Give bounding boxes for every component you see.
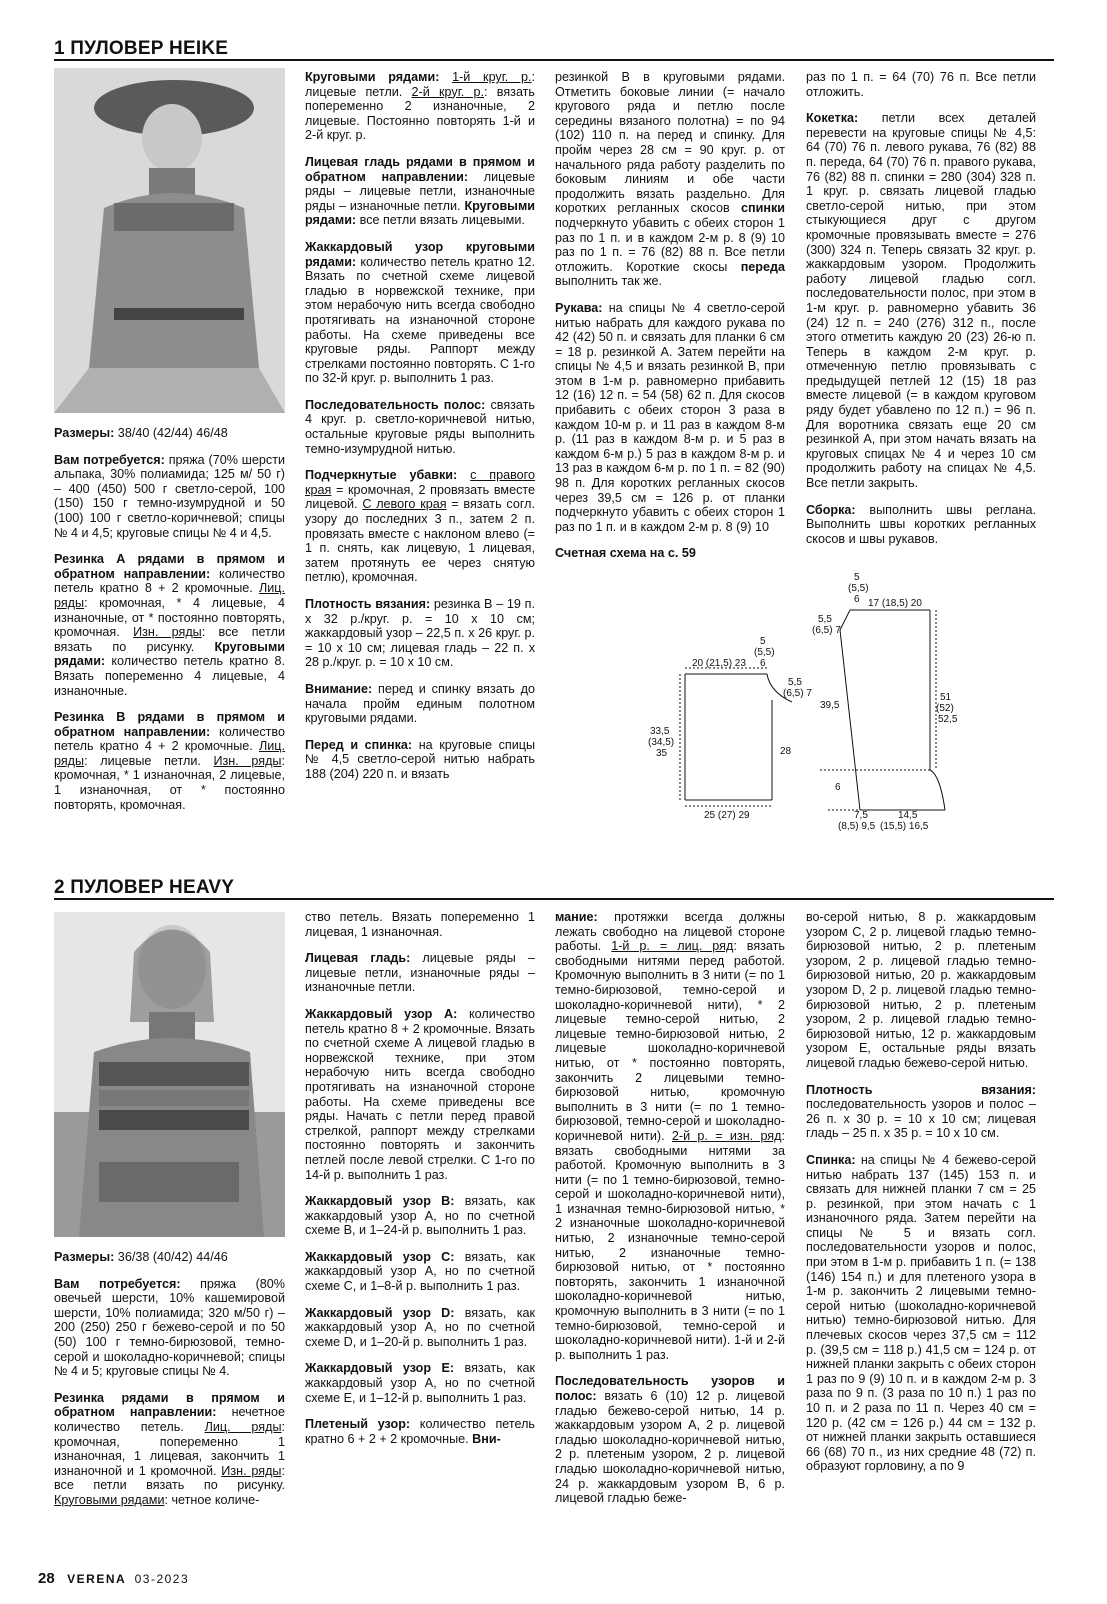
body-top-dim: 20 (21,5) 23	[692, 658, 746, 669]
section-1-column-4: раз по 1 п. = 64 (70) 76 п. Все петли отложить. Кокетка: петли всех деталей перевести на круговые спицы № 4,5: 64 (70) 76 п. левого рукава, 76 (82) 88 п. переда, 64 (70) 76 п. правого рукава, 76 (82) 88 п. спинки = 280 (304) 328 п. 1 круг. р. связать лицевой гладью светло-серой нитью, при этом стыкующиеся друг с другом кромочные провязывать вместе = 276 (300) 324 п. Теперь связать 32 круг. р. жаккардовым узором. Продолжить работу лицевой гладью согл. последовательности полос, при этом в 1-м круг. р. равномерно убавить 36 (24) 12 п. = 240 (276) 312 п., после этого отметить каждую 20 (23) 26-ю п. Теперь в каждом 2-м круг. р. отмеченную петлю провязывать с предыдущей петлей 12 (15) 18 раз вместе лицевой (= в каждом круговом ряду будет убавлено по 12 п.) = 96 п. Для воротника связать еще 20 см резинкой А, при этом начать вязать на круговых спицах № 4 и через 10 см продолжить работу на спицах № 4,5. Все петли закрыть. Сборка: выполнить швы реглана. Выполнить швы коротких регланных скосов и швы рукавов.	[806, 70, 1036, 546]
svg-text:14,5: 14,5	[898, 810, 918, 821]
page-number: 28	[38, 1570, 55, 1587]
section-2-column-1: Размеры: 36/38 (40/42) 44/46 Вам потребуется: пряжа (80% овечьей шерсти, 10% кашемировой шерсти, 10% полиамида; 320 м/50 г) – 200 (250) 250 г бежево-серой и по 50 (50) 100 г темно-бирюзовой, темно-серой и шоколадно-коричневой; спицы № 4 и 5; круговые спицы № 4. Резинка рядами в прямом и обратном направлении: нечетное количество петель. Лиц. ряды: кромочная, попеременно 1 изнаночная, 1 лицевая, закончить 1 изнаночной и 1 кромочной. Изн. ряды: все петли вязать по рисунку. Круговыми рядами: четное количе-	[54, 1250, 285, 1507]
svg-text:(5,5): (5,5)	[754, 647, 775, 658]
section-2-title: 2 ПУЛОВЕР HEAVY	[54, 877, 235, 898]
chart-reference: Счетная схема на с. 59	[555, 546, 696, 561]
section-1-rule	[54, 59, 1054, 61]
svg-text:5: 5	[760, 636, 766, 647]
section-1-title: 1 ПУЛОВЕР HEIKE	[54, 38, 229, 59]
svg-text:28: 28	[780, 746, 792, 757]
svg-text:(8,5) 9,5: (8,5) 9,5	[838, 821, 876, 832]
svg-text:35: 35	[656, 748, 668, 759]
svg-text:7,5: 7,5	[854, 810, 868, 821]
section-1-column-3: резинкой В в круговыми рядами. Отметить боковые линии (= начало кругового ряда и петлю после середины вязаного полотна) = по 94 (102) 110 п. на перед и спинку. Для пройм через 28 см = 90 круг. р. от начального ряда работу разделить по боковым линиям и обе части продолжить вязать раздельно. Для коротких регланных скосов спинки подчеркнуто убавить с обеих сторон 1 раз по 1 п. и в каждом 2-м р. 8 (9) 10 раз по 1 п. = 76 (82) 88 п. Все петли отложить. Короткие скосы переда выполнить так же. Рукава: на спицы № 4 светло-серой нитью набрать для каждого рукава по 42 (42) 50 п. и связать для планки 6 см = 18 р. резинкой А. Затем перейти на спицы № 4,5 и вязать резинкой В, при этом в 1-м р. равномерно прибавить 12 (16) 12 п. = 54 (58) 62 п. Для скосов прибавить с обеих сторон 3 раза в каждом 10-м р. и 11 раз в каждом 8-м р. (11 раз в каждом 8-м р. и 5 раз в каждом 6-м р.) 5 раз в каждом 8-м р. и 13 раз в каждом 6-м р. по 1 п. = 82 (90) 98 п. Для коротких регланных скосов через 39,5 см = 126 р. от планки подчеркнуто убавить с обеих сторон 1 раз по 1 п. и в каждом 2-м р. 8 (9) 10 Счетная схема на с. 59	[555, 70, 785, 561]
svg-text:6: 6	[760, 658, 766, 669]
pattern-schematic	[640, 570, 1040, 840]
section-1-column-1: Размеры: 38/40 (42/44) 46/48 Вам потребуется: пряжа (70% шерсти альпака, 30% полиамида; 125 м/ 50 г) – 400 (450) 500 г светло-серой, 100 (150) 150 г темно-изумрудной и 50 (100) 100 г светло-коричневой; спицы № 4 и 4,5; круговые спицы № 4 и 4,5. Резинка А рядами в прямом и обратном направлении: количество петель кратно 8 + 2 кромочные. Лиц. ряды: кромочная, * 4 лицевые, 4 изнаночные, от * постоянно повторять, кромочная. Изн. ряды: все петли вязать по рисунку. Круговыми рядами: количество петель кратно 8. Вязать попеременно 4 лицевые, 4 изнаночные. Резинка В рядами в прямом и обратном направлении: количество петель кратно 4 + 2 кромочные. Лиц. ряды: лицевые петли. Изн. ряды: кромочная, * 1 изнаночная, 2 лицевые, 1 изнаночная, от * постоянно повторять, кромочная.	[54, 426, 286, 812]
svg-text:5,5: 5,5	[818, 614, 832, 625]
photo-pullover-heike	[54, 68, 285, 413]
svg-text:6: 6	[854, 594, 860, 605]
svg-text:6: 6	[835, 782, 841, 793]
section-2-column-2: ство петель. Вязать попеременно 1 лицевая, 1 изнаночная. Лицевая гладь: лицевые ряды – лицевые петли, изнаночные ряды – изнаночные петли. Жаккардовый узор А: количество петель кратно 8 + 2 кромочные. Вязать по счетной схеме А лицевой гладью в норвежской технике, при этом нерабочую нить всегда свободно протягивать на изнаночной стороне работы. На схеме приведены все ряды. Начать с петли перед правой стрелкой, раппорт между стрелками постоянно повторять и закончить петлей после левой стрелки. С 1-го по 14-й р. выполнить 1 раз. Жаккардовый узор В: вязать, как жаккардовый узор А, но по счетной схеме В, и 1–24-й р. выполнить 1 раз. Жаккардовый узор С: вязать, как жаккардовый узор А, но по счетной схеме С, и 1–8-й р. выполнить 1 раз. Жаккардовый узор D: вязать, как жаккардовый узор А, но по счетной схеме D, и 1–20-й р. выполнить 1 раз. Жаккардовый узор Е: вязать, как жаккардовый узор А, но по счетной схеме Е, и 1–12-й р. выполнить 1 раз. Плетеный узор: количество петель кратно 6 + 2 + 2 кромочные. Вни-	[305, 910, 535, 1446]
body-schematic	[680, 668, 792, 806]
magazine-name: VERENA	[67, 1572, 127, 1586]
photo-pullover-heavy	[54, 912, 285, 1237]
footer	[38, 1570, 189, 1588]
svg-text:25 (27) 29: 25 (27) 29	[704, 810, 750, 821]
svg-text:(34,5): (34,5)	[648, 737, 675, 748]
section-2-rule	[54, 898, 1054, 900]
svg-text:33,5: 33,5	[650, 726, 670, 737]
svg-text:51: 51	[940, 692, 952, 703]
svg-text:17 (18,5) 20: 17 (18,5) 20	[868, 598, 922, 609]
svg-text:5,5: 5,5	[788, 677, 802, 688]
section-1-column-2: Круговыми рядами: 1-й круг. р.: лицевые петли. 2-й круг. р.: вязать попеременно 2 изнаночные, 2 лицевые. Постоянно повторять 1-й и 2-й круг. р. Лицевая гладь рядами в прямом и обратном направлении: лицевые ряды – лицевые петли, изнаночные ряды – изнаночные петли. Круговыми рядами: все петли вязать лицевыми. Жаккардовый узор круговыми рядами: количество петель кратно 12. Вязать по счетной схеме лицевой гладью в норвежской технике, при этом нерабочую нить всегда свободно протягивать на изнаночной стороне работы. На схеме приведены все круговые ряды. Раппорт между стрелками постоянно повторять. С 1-го по 32-й круг. р. выполнить 1 раз. Последовательность полос: связать 4 круг. р. светло-коричневой нитью, остальные круговые ряды выполнить темно-изумрудной нитью. Подчеркнутые убавки: с правого края = кромочная, 2 провязать вместе лицевой. С левого края = вязать согл. узору до последних 3 п., затем 2 п. провязать вместе с наклоном влево (= 1 п. снять, как лицевую, 1 лицевая, затем протянуть ее через снятую петлю), кромочная. Плотность вязания: резинка В – 19 п. х 32 р./круг. р. = 10 х 10 см; жаккардовый узор – 22,5 п. х 26 круг. р. = 10 х 10 см; лицевая гладь – 22 п. х 28 р./круг. р. = 10 х 10 см. Внимание: перед и спинку вязать до начала пройм единым полотном круговыми рядами. Перед и спинка: на круговые спицы № 4,5 светло-серой нитью набрать 188 (204) 220 п. и вязать	[305, 70, 536, 781]
svg-text:(6,5) 7: (6,5) 7	[812, 625, 841, 636]
svg-text:39,5: 39,5	[820, 700, 840, 711]
svg-text:(15,5) 16,5: (15,5) 16,5	[880, 821, 929, 832]
svg-text:(6,5) 7: (6,5) 7	[783, 688, 812, 699]
section-2-column-4: во-серой нитью, 8 р. жаккардовым узором С, 2 р. лицевой гладью темно-бирюзовой нитью, 2 р. плетеным узором, 2 р. лицевой гладью темно-бирюзовой нитью, 20 р. жаккардовым узором D, 2 р. лицевой гладью темно-бирюзовой нитью, 2 р. плетеным узором, 2 р. лицевой гладью темно-бирюзовой нитью, 12 р. жаккардовым узором Е, остальные ряды вязать лицевой гладью бежево-серой нитью. Плотность вязания: последовательность узоров и полос – 26 п. х 30 р. = 10 х 10 см; лицевая гладь – 25 п. х 35 р. = 10 х 10 см. Спинка: на спицы № 4 бежево-серой нитью набрать 137 (145) 153 п. и связать для нижней планки 7 см = 25 р. резинкой, при этом начать с 1 изнаночного ряда. Затем перейти на спицы № 5 и вязать согл. последовательности узоров и полос, при этом в 1-м р. прибавить 1 п. (= 138 (146) 154 п.) и для плетеного узора в 1-м р. закончить 2 лицевыми темно-серой нитью (шоколадно-коричневой нитью) темно-бирюзовой нитью. Для плечевых скосов через 37,5 см = 112 р. (39,5 см = 118 р.) 41,5 см = 124 р. от нижней планки закрыть с обеих сторон 1 раз по 9 (9) 10 п. и в каждом 2-м р. 3 раза по 9 п. (3 раза по 10 п.) 1 раз по 10 п. и 2 раза по 11 п. Через 40 см = 120 р. (42 см = 126 р.) 44 см = 132 р. от нижней планки закрыть оставшиеся 66 (68) 70 п., из них средние 48 (72) п. образуют горловину, а по 9	[806, 910, 1036, 1474]
svg-text:52,5: 52,5	[938, 714, 958, 725]
section-2-column-3: мание: протяжки всегда должны лежать свободно на лицевой стороне работы. 1-й р. = лиц. ряд: вязать свободными нитями перед работой. Кромочную выполнить в 3 нити (= по 1 темно-бирюзовой, темно-серой и шоколадно-коричневой нити), * 2 лицевые темно-серой нитью, 2 лицевые темно-бирюзовой нитью, 2 лицевые шоколадно-коричневой нитью, от * постоянно повторять, закончить 2 лицевыми темно-бирюзовой нитью, кромочную выполнить в 3 нити (= по 1 темно-бирюзовой, темно-серой и шоколадно-коричневой нити). 2-й р. = изн. ряд: вязать свободными нитями за работой. Кромочную выполнить в 3 нити (= по 1 темно-бирюзовой, темно-серой и шоколадно-коричневой нити), 1 изначная темно-бирюзовой нитью, * 2 изнаночные шоколадно-коричневой нитью, 2 изнаночные темно-серой нитью, 2 изнаночные темно-бирюзовой нитью, от * постоянно повторять, закончить 1 изнаночной шоколадно-коричневой нитью, кромочную выполнить в 3 нити (= по 1 темно-бирюзовой, темно-серой и шоколадно-коричневой нити). 1-й и 2-й р. выполнить 1 раз. Последовательность узоров и полос: вязать 6 (10) 12 р. лицевой гладью бежево-серой нитью, 14 р. жаккардовым узором А, 2 р. лицевой гладью шоколадно-коричневой нитью, 2 р. плетеным узором, 2 р. лицевой гладью шоколадно-коричневой нитью, 24 р. жаккардовым узором В, 6 р. лицевой гладью беже-	[555, 910, 785, 1506]
svg-text:(5,5): (5,5)	[848, 583, 869, 594]
svg-text:(52): (52)	[936, 703, 954, 714]
issue-number: 03-2023	[134, 1572, 190, 1586]
svg-text:5: 5	[854, 572, 860, 583]
